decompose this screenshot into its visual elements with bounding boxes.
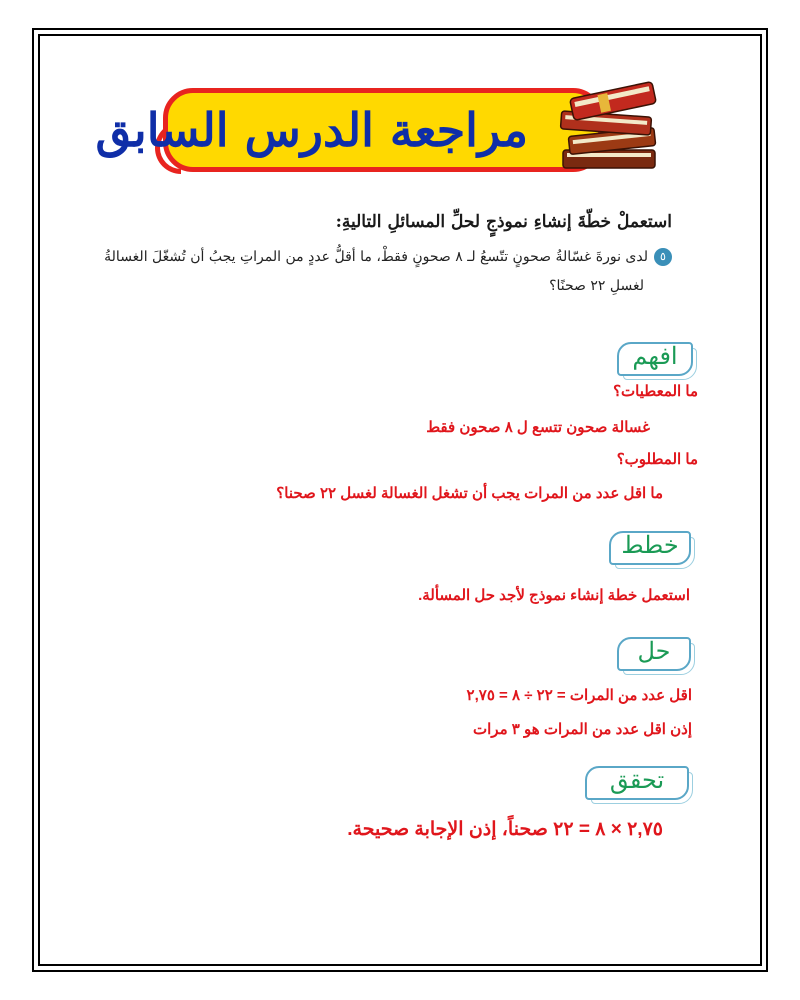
banner-body bbox=[95, 88, 603, 172]
lesson-review-banner bbox=[95, 82, 605, 182]
instructions: استعملْ خطّةَ إنشاءِ نموذجٍ لحلِّ المسائلِ التاليةِ: bbox=[335, 212, 672, 232]
required-question: ما المطلوب؟ bbox=[616, 451, 698, 468]
question-line-1 bbox=[104, 248, 672, 266]
check-label: تحقق bbox=[609, 766, 665, 794]
question-number-badge: ٥ bbox=[654, 248, 672, 266]
question-text-1: لدى نورةَ غسّالةُ صحونٍ تتّسعُ لـ ٨ صحونٍ فقطْ، ما أقلُّ عددٍ من المراتِ يجبُ أن تُشغّلَ الغسالةُ bbox=[104, 249, 648, 265]
banner-title: مراجعة الدرس السابق bbox=[95, 103, 528, 157]
books-icon bbox=[555, 80, 665, 180]
given-question: ما المعطيات؟ bbox=[613, 383, 698, 400]
solve-label-box bbox=[617, 637, 691, 671]
understand-label-box bbox=[617, 342, 693, 376]
required-answer: ما اقل عدد من المرات يجب أن تشغل الغسالة لغسل ٢٢ صحنا؟ bbox=[276, 485, 663, 502]
plan-text: استعمل خطة إنشاء نموذج لأجد حل المسألة. bbox=[418, 587, 690, 604]
solve-equation: اقل عدد من المرات = ٢٢ ÷ ٨ = ٢,٧٥ bbox=[466, 687, 692, 704]
solve-label: حل bbox=[637, 637, 671, 665]
check-label-box bbox=[585, 766, 689, 800]
understand-label: افهم bbox=[632, 342, 678, 370]
plan-label: خطط bbox=[621, 531, 679, 559]
plan-label-box bbox=[609, 531, 691, 565]
given-answer: غسالة صحون تتسع ل ٨ صحون فقط bbox=[426, 419, 650, 436]
question-line-2: لغسلِ ٢٢ صحنًا؟ bbox=[549, 278, 644, 294]
check-text: ٢,٧٥ × ٨ = ٢٢ صحناً، إذن الإجابة صحيحة. bbox=[347, 819, 663, 840]
solve-conclusion: إذن اقل عدد من المرات هو ٣ مرات bbox=[473, 721, 692, 738]
